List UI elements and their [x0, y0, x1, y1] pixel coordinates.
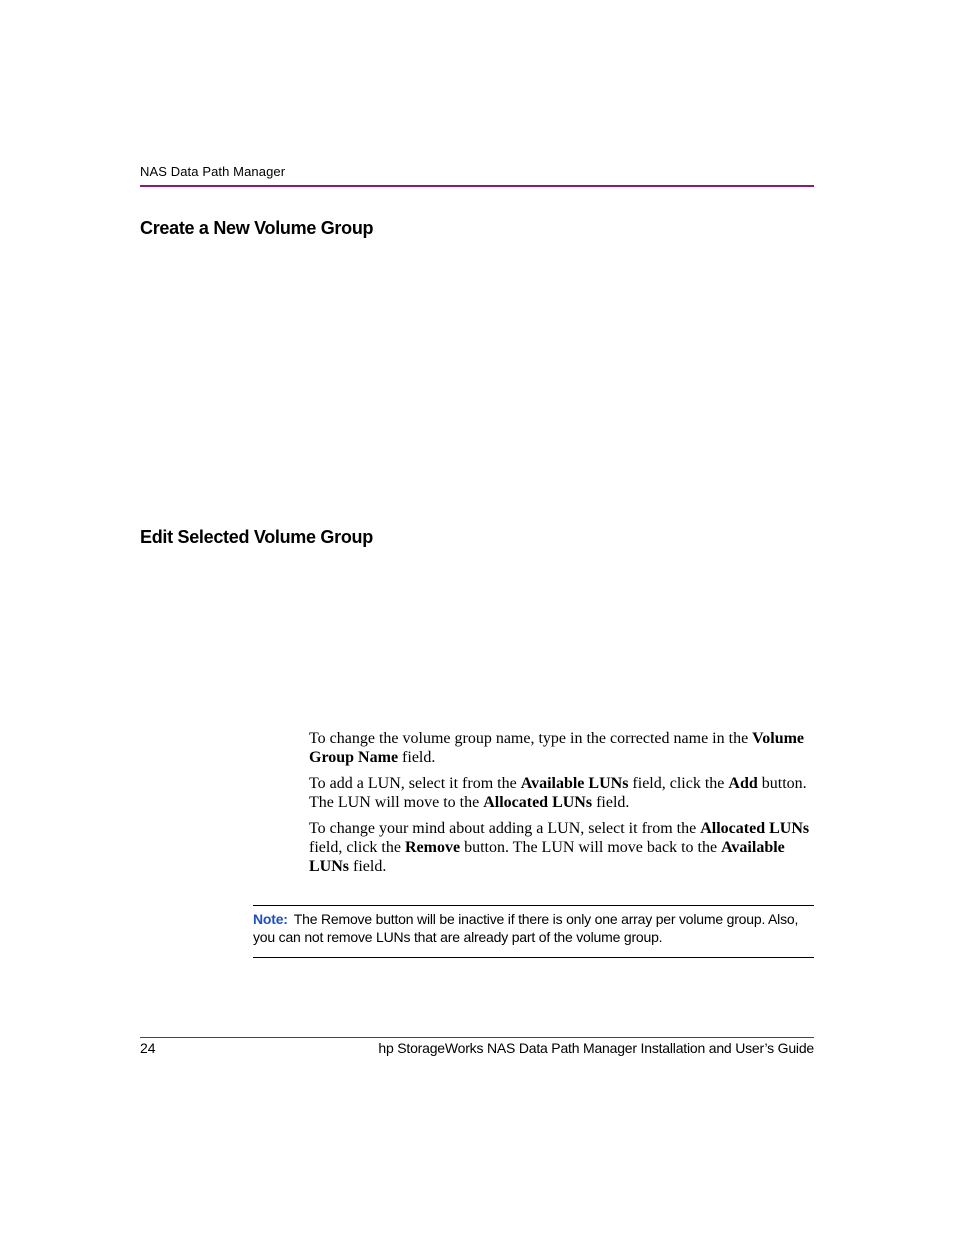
- text: field, click the: [628, 775, 729, 792]
- note-rule-bottom: [253, 957, 814, 958]
- text: button. The LUN will move back to the: [460, 839, 722, 856]
- text: To change the volume group name, type in the corrected name in the: [309, 730, 753, 747]
- text: button. The LUN will move to the: [309, 775, 807, 811]
- term-add: Add: [728, 775, 758, 792]
- term-allocated-luns: Allocated LUNs: [483, 794, 593, 811]
- text: field.: [398, 749, 436, 766]
- note-rule-top: [253, 905, 814, 906]
- section-heading-create-volume-group: Create a New Volume Group: [140, 218, 374, 238]
- note-box: [253, 910, 814, 946]
- note-text: The: [293, 911, 321, 927]
- note-term-remove: Remove: [321, 911, 372, 927]
- note-label: Note:: [253, 911, 288, 927]
- note-text: button will be inactive if there is only one array per volume group. Also, you can not remove LUNs that are already part of the volume group.: [253, 911, 799, 945]
- term-available-luns: Available LUNs: [309, 839, 785, 875]
- section-heading-edit-volume-group: Edit Selected Volume Group: [140, 527, 373, 547]
- text: field.: [592, 794, 630, 811]
- running-header: NAS Data Path Manager: [140, 164, 286, 179]
- text: field, click the: [309, 839, 405, 856]
- text: To change your mind about adding a LUN, select it from the: [309, 820, 701, 837]
- page-number: 24: [140, 1040, 156, 1056]
- paragraph-change-name: [309, 729, 814, 767]
- term-volume-group-name: Volume Group Name: [309, 730, 805, 766]
- text: field.: [349, 858, 387, 875]
- paragraph-add-lun: [309, 774, 814, 812]
- footer-guide-title: hp StorageWorks NAS Data Path Manager Installation and User’s Guide: [378, 1040, 814, 1056]
- text: To add a LUN, select it from the: [309, 775, 521, 792]
- header-rule: [140, 185, 814, 187]
- paragraph-remove-lun: [309, 819, 814, 876]
- term-allocated-luns: Allocated LUNs: [700, 820, 810, 837]
- footer-rule: [140, 1037, 814, 1038]
- term-remove: Remove: [404, 839, 461, 856]
- term-available-luns: Available LUNs: [520, 775, 629, 792]
